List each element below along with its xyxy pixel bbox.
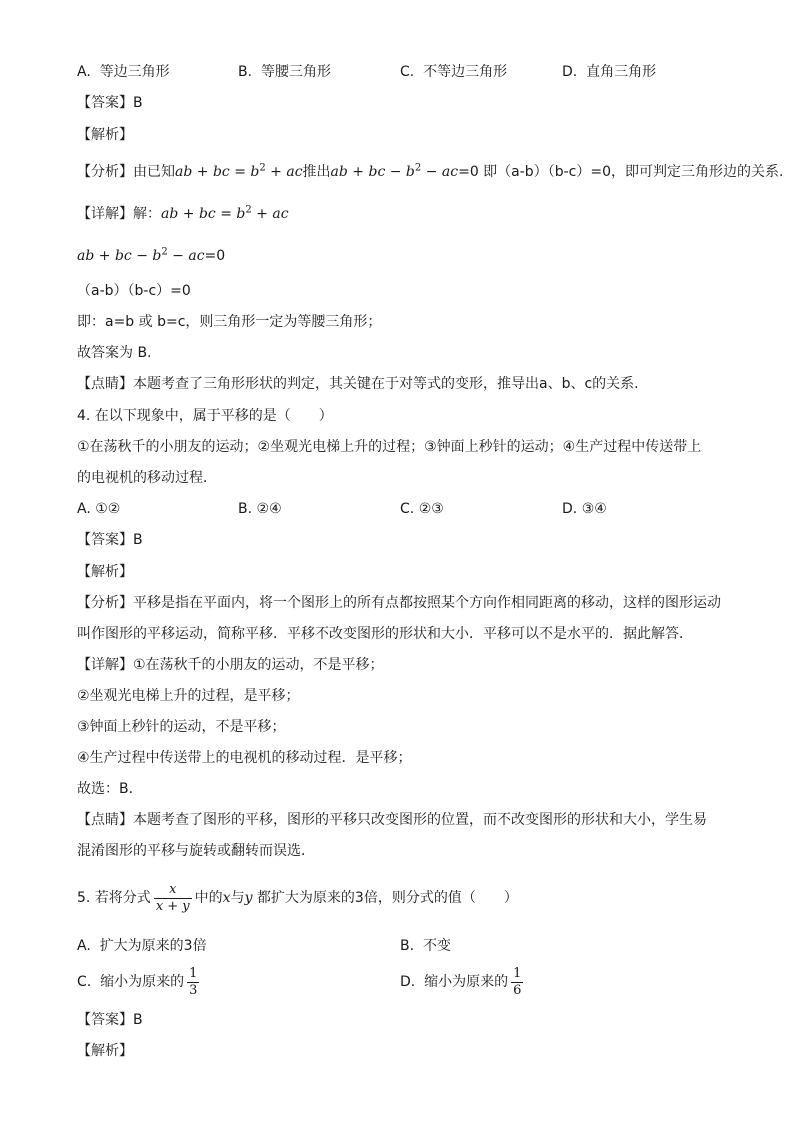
option-text: 等腰三角形 <box>260 64 331 80</box>
analysis-text: 推出 <box>302 164 331 180</box>
fraction-numerator: 1 <box>189 965 198 981</box>
answer-tag: 【答案】 <box>77 95 133 111</box>
q3-step4: 故答案为 B. <box>77 345 152 361</box>
q3-step1 <box>77 246 225 266</box>
q4-option-b <box>238 499 282 519</box>
q4-option-c <box>400 499 444 519</box>
option-key: D. <box>562 64 578 80</box>
option-key: B. <box>238 64 253 80</box>
variable-y: y <box>244 890 253 906</box>
stem-text: 都扩大为原来的3倍，则分式的值（ ） <box>252 890 518 906</box>
fraction-denominator: x + y <box>155 898 190 914</box>
q4-comment-line1 <box>77 810 707 830</box>
answer-tag: 【答案】 <box>77 532 133 548</box>
option-text: 扩大为原来的3倍 <box>99 938 207 954</box>
stem-text: 与 <box>230 890 245 906</box>
option-text: 等边三角形 <box>99 64 170 80</box>
fraction <box>154 882 192 915</box>
q4-answer <box>77 530 143 550</box>
eq-tail: =0 <box>204 248 226 264</box>
option-text: 不等边三角形 <box>423 64 508 80</box>
detail-text: 解： <box>133 206 161 222</box>
q3-analysis-heading: 【解析】 <box>77 127 133 143</box>
q5-option-d <box>400 964 526 1000</box>
fraction-denominator: 3 <box>189 982 198 998</box>
comment-text: 本题考查了三角形形状的判定，其关键在于对等式的变形，推导出a、b、c的关系. <box>133 376 639 392</box>
q4-analysis-heading: 【解析】 <box>77 564 133 580</box>
q3-option-d <box>562 62 656 82</box>
equation <box>331 164 459 180</box>
detail-tag: 【详解】 <box>77 657 133 673</box>
q5-option-c <box>77 964 202 1000</box>
q4-stem: 4. 在以下现象中，属于平移的是（ ） <box>77 408 333 424</box>
eq-lhs: ab + bc − b <box>330 164 415 180</box>
q5-stem <box>77 880 518 916</box>
option-key: C. <box>400 501 415 517</box>
eq-lhs: ab + bc = b <box>175 164 260 180</box>
q4-comment-line2: 混淆图形的平移与旋转或翻转而误选． <box>77 843 315 859</box>
analysis-text: =0 即（a-b）（b-c）=0，即可判定三角形边的关系. <box>458 164 784 180</box>
q3-comment <box>77 374 639 394</box>
comment-tag: 【点睛】 <box>77 812 133 828</box>
option-text: ②③ <box>418 501 444 517</box>
q4-analysis-line1 <box>77 593 721 613</box>
detail-tag: 【详解】 <box>77 206 133 222</box>
fraction-numerator: 1 <box>513 965 522 981</box>
equation <box>77 248 205 264</box>
option-text: 缩小为原来的 <box>424 974 509 990</box>
option-text: ③④ <box>581 501 607 517</box>
option-text: ②④ <box>256 501 282 517</box>
q4-detail-line3: ③钟面上秒针的运动，不是平移； <box>77 719 286 735</box>
analysis-text: 由已知 <box>133 164 175 180</box>
option-key: A. <box>77 64 91 80</box>
answer-value: B <box>133 532 143 548</box>
fraction <box>511 966 523 999</box>
q4-items-line2: 的电视机的移动过程． <box>77 470 217 486</box>
fraction-numerator: x <box>169 881 177 897</box>
analysis-tag: 【分析】 <box>77 595 133 611</box>
option-key: D. <box>562 501 578 517</box>
eq-rhs: − ac <box>421 164 459 180</box>
q5-option-b <box>400 936 451 956</box>
exponent: 2 <box>414 162 422 174</box>
q3-step3: 即：a=b 或 b=c，则三角形一定为等腰三角形； <box>77 314 382 330</box>
analysis-tag: 【分析】 <box>77 164 133 180</box>
option-text: 缩小为原来的 <box>100 974 185 990</box>
q4-option-d <box>562 499 607 519</box>
q4-items-line1: ①在荡秋千的小朋友的运动；②坐观光电梯上升的过程；③钟面上秒针的运动；④生产过程中传送带上 <box>77 439 702 455</box>
option-key: A. <box>77 501 91 517</box>
detail-text: ①在荡秋千的小朋友的运动，不是平移； <box>133 657 384 673</box>
option-key: B. <box>238 501 253 517</box>
eq-lhs: ab + bc − b <box>77 248 162 264</box>
q3-option-b <box>238 62 331 82</box>
eq-rhs: + ac <box>265 164 303 180</box>
analysis-text: 平移是指在平面内，将一个图形上的所有点都按照某个方向作相同距离的移动，这样的图形运动 <box>133 595 721 611</box>
equation <box>175 164 303 180</box>
q3-detail <box>77 204 289 224</box>
q3-option-c <box>400 62 507 82</box>
variable-x: x <box>222 890 231 906</box>
option-key: C. <box>77 974 92 990</box>
answer-value: B <box>133 95 143 111</box>
q4-option-a <box>77 499 120 519</box>
eq-rhs: + ac <box>251 206 289 222</box>
option-key: B. <box>400 938 415 954</box>
exponent: 2 <box>245 204 252 216</box>
option-text: 直角三角形 <box>586 64 657 80</box>
eq-rhs: − ac <box>167 248 205 264</box>
stem-text: 5. 若将分式 <box>77 890 151 906</box>
q3-answer <box>77 93 143 113</box>
q4-detail-line5: 故选：B． <box>77 781 143 797</box>
option-key: A. <box>77 938 91 954</box>
option-key: D. <box>400 974 416 990</box>
option-text: 不变 <box>422 938 451 954</box>
q4-detail-line1 <box>77 655 384 675</box>
q4-analysis-line2: 叫作图形的平移运动，简称平移．平移不改变图形的形状和大小．平移可以不是水平的．据此解答． <box>77 626 693 642</box>
comment-tag: 【点睛】 <box>77 376 133 392</box>
q5-analysis-heading: 【解析】 <box>77 1043 133 1059</box>
q3-step2: （a-b）（b-c）=0 <box>77 283 191 299</box>
answer-tag: 【答案】 <box>77 1012 133 1028</box>
q5-answer <box>77 1010 143 1030</box>
option-text: ①② <box>95 501 121 517</box>
exponent: 2 <box>259 162 266 174</box>
q3-analysis <box>77 162 783 182</box>
fraction <box>187 966 199 999</box>
stem-text: 中的 <box>194 890 223 906</box>
exponent: 2 <box>161 246 168 258</box>
option-key: C. <box>400 64 415 80</box>
comment-text: 本题考查了图形的平移，图形的平移只改变图形的位置，而不改变图形的形状和大小，学生易 <box>133 812 707 828</box>
answer-value: B <box>133 1012 143 1028</box>
eq-lhs: ab + bc = b <box>161 206 246 222</box>
q4-detail-line4: ④生产过程中传送带上的电视机的移动过程．是平移； <box>77 750 412 766</box>
q3-option-a <box>77 62 170 82</box>
equation <box>161 206 289 222</box>
fraction-denominator: 6 <box>513 982 522 998</box>
q5-option-a <box>77 936 207 956</box>
q4-detail-line2: ②坐观光电梯上升的过程，是平移； <box>77 688 300 704</box>
